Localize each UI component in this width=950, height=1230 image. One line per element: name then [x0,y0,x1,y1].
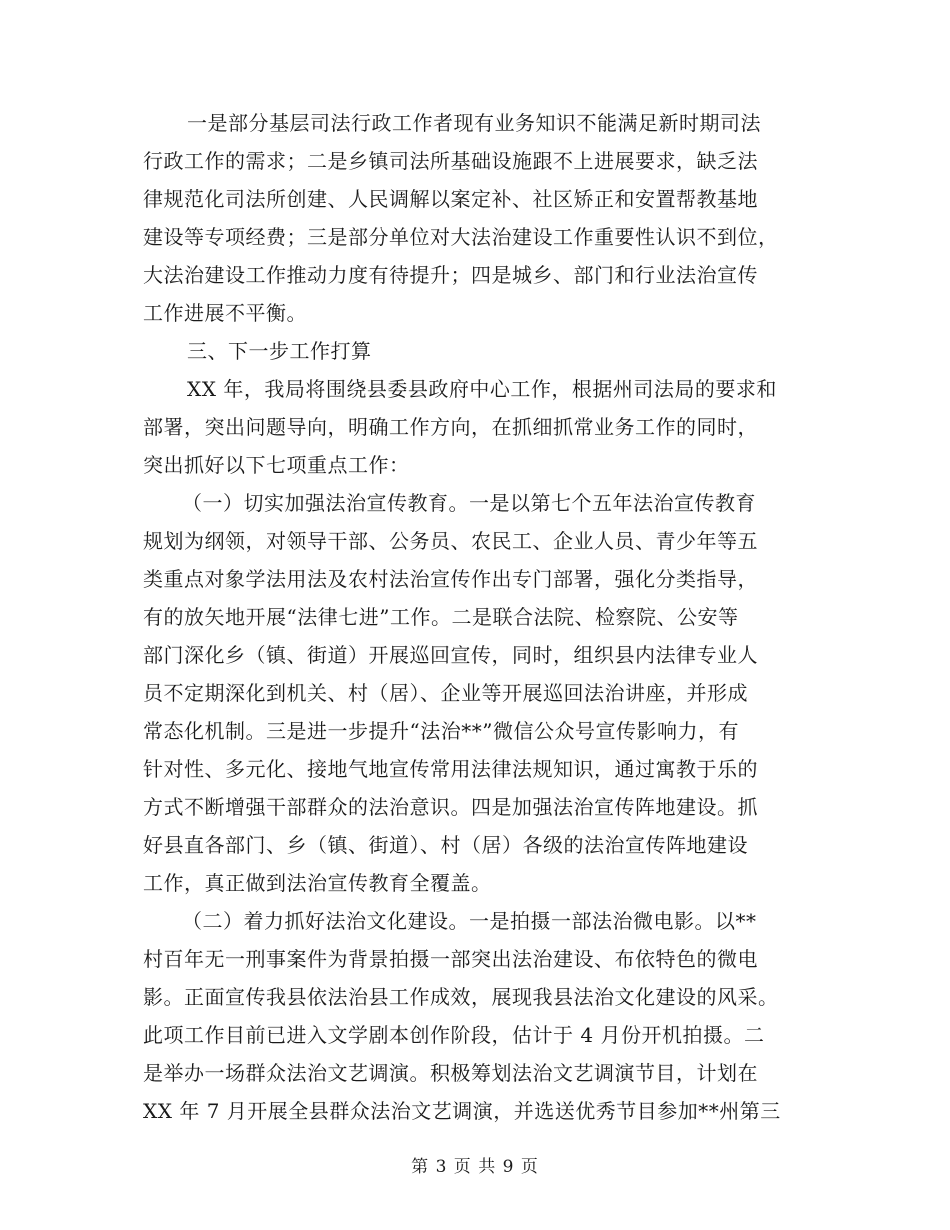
text-line: 大法治建设工作推动力度有待提升；四是城乡、部门和行业法治宣传 [143,263,758,287]
text-line: 工作，真正做到法治宣传教育全覆盖。 [143,871,492,895]
text-line: 有的放矢地开展“法律七进”工作。二是联合法院、检察院、公安等 [143,605,739,629]
text-line: XX 年，我局将围绕县委县政府中心工作，根据州司法局的要求和 [187,377,777,401]
text-line: 部署，突出问题导向，明确工作方向，在抓细抓常业务工作的同时， [143,415,758,439]
text-line: 突出抓好以下七项重点工作： [143,453,410,477]
text-line: 好县直各部门、乡（镇、街道）、村（居）各级的法治宣传阵地建设 [143,833,748,857]
subsection-heading: （一）切实加强法治宣传教育。一是以第七个五年法治宣传教育 [182,491,756,515]
text-line: 方式不断增强干部群众的法治意识。四是加强法治宣传阵地建设。抓 [143,795,758,819]
body-text [143,104,809,1130]
text-line: 此项工作目前已进入文学剧本创作阶段，估计于 4 月份开机拍摄。二 [143,1023,765,1047]
text-line: 律规范化司法所创建、人民调解以案定补、社区矫正和安置帮教基地 [143,187,758,211]
text-line: XX 年 7 月开展全县群众法治文艺调演，并选送优秀节目参加**州第三 [143,1099,781,1123]
text-line: 行政工作的需求；二是乡镇司法所基础设施跟不上进展要求，缺乏法 [143,149,758,173]
text-line: 类重点对象学法用法及农村法治宣传作出专门部署，强化分类指导， [143,567,758,591]
text-line: 规划为纲领，对领导干部、公务员、农民工、企业人员、青少年等五 [143,529,758,553]
text-line: 村百年无一刑事案件为背景拍摄一部突出法治建设、布依特色的微电 [143,947,758,971]
subsection-heading: （二）着力抓好法治文化建设。一是拍摄一部法治微电影。以** [182,909,757,933]
text-line: 建设等专项经费；三是部分单位对大法治建设工作重要性认识不到位， [143,225,779,249]
section-heading: 三、下一步工作打算 [187,339,372,363]
text-line: 影。正面宣传我县依法治县工作成效，展现我县法治文化建设的风采。 [143,985,779,1009]
text-line: 员不定期深化到机关、村（居）、企业等开展巡回法治讲座，并形成 [143,681,748,705]
text-line: 工作进展不平衡。 [143,301,307,325]
text-line: 部门深化乡（镇、街道）开展巡回宣传，同时，组织县内法律专业人 [143,643,758,667]
text-line: 常态化机制。三是进一步提升“法治**”微信公众号宣传影响力，有 [143,719,739,743]
page-number-footer: 第 3 页 共 9 页 [411,1157,539,1177]
text-line: 一是部分基层司法行政工作者现有业务知识不能满足新时期司法 [187,111,761,135]
text-line: 是举办一场群众法治文艺调演。积极筹划法治文艺调演节目，计划在 [143,1061,758,1085]
text-line: 针对性、多元化、接地气地宣传常用法律法规知识，通过寓教于乐的 [143,757,758,781]
